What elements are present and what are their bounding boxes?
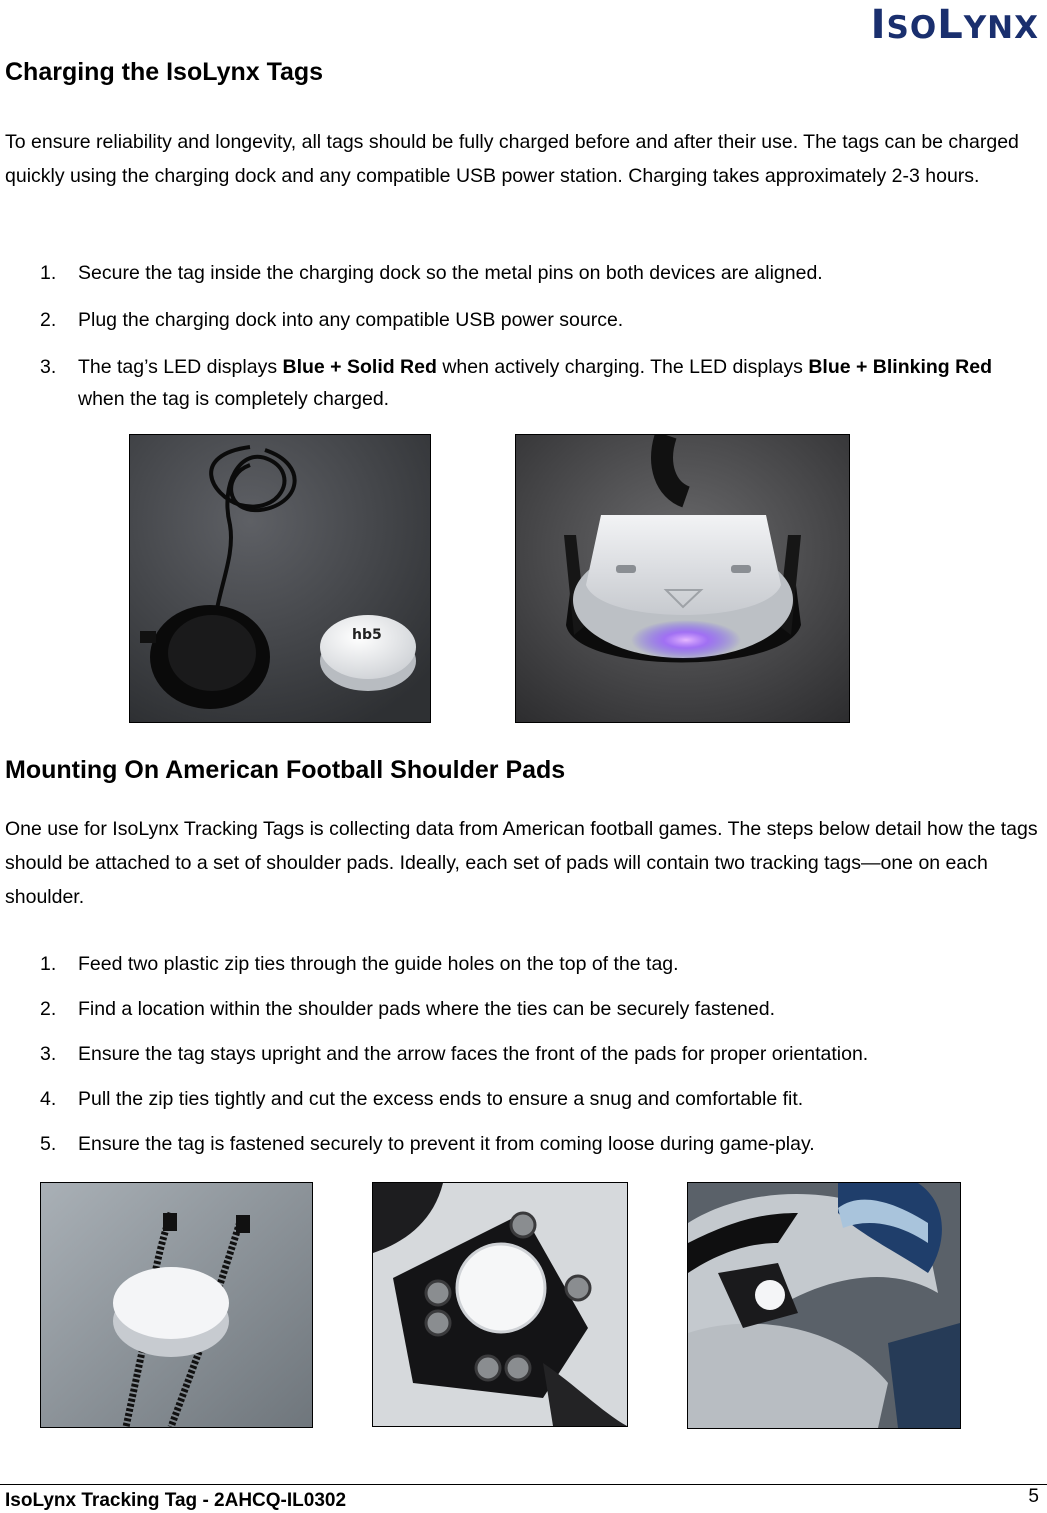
- photo-charging-dock-and-tag: [129, 434, 431, 723]
- list-item: 4. Pull the zip ties tightly and cut the excess ends to ensure a snug and comfortable fit.: [40, 1088, 804, 1110]
- photo-zip-ties-graphic: [41, 1183, 312, 1427]
- photo-mounted-pad-graphic: [373, 1183, 627, 1426]
- section-title-charging: Charging the IsoLynx Tags: [5, 58, 324, 86]
- list-item: 5. Ensure the tag is fastened securely to prevent it from coming loose during game-play.: [40, 1133, 815, 1155]
- isolynx-logo: ISOLYNX: [870, 2, 1039, 48]
- photo-shoulder-pads-with-tag: [687, 1182, 961, 1429]
- photo-tag-with-zip-ties: [40, 1182, 313, 1428]
- photo-shoulder-pads-graphic: [688, 1183, 960, 1428]
- list-item: 1. Feed two plastic zip ties through the guide holes on the top of the tag.: [40, 953, 679, 975]
- photo-dock-tag-graphic: [130, 435, 430, 722]
- list-item: 1. Secure the tag inside the charging dock so the metal pins on both devices are aligned.: [40, 262, 823, 284]
- footer-document-title: IsoLynx Tracking Tag - 2AHCQ-IL0302: [5, 1490, 347, 1511]
- list-item: 3. The tag’s LED displays Blue + Solid Red when actively charging. The LED displays Blue + Blinking Red when the tag is completely charged.: [40, 356, 992, 410]
- list-item: 2. Find a location within the shoulder pads where the ties can be securely fastened.: [40, 998, 776, 1020]
- list-item: 3. Ensure the tag stays upright and the arrow faces the front of the pads for proper orientation.: [40, 1043, 869, 1065]
- charging-intro: To ensure reliability and longevity, all tags should be fully charged before and after their use. The tags can be charged quickly using the charging dock and any compatible USB power station. Charging takes approximately 2-3 hours.: [5, 131, 1019, 187]
- photo-charging-led-graphic: [516, 435, 849, 722]
- photo-tag-mounted-on-pad: [372, 1182, 628, 1427]
- photo-tag-charging-led: [515, 434, 850, 723]
- tag-handwritten-label: hb5: [352, 627, 382, 643]
- mounting-intro: One use for IsoLynx Tracking Tags is collecting data from American football games. The steps below detail how the tags should be attached to a set of shoulder pads. Ideally, each set of pads will contain two tracking tags—one on each shoulder.: [5, 818, 1038, 908]
- list-item: 2. Plug the charging dock into any compatible USB power source.: [40, 309, 624, 331]
- charging-steps: [40, 257, 1030, 415]
- page-number: 5: [1028, 1486, 1039, 1507]
- mounting-steps: [40, 948, 1030, 1160]
- footer-rule: [0, 1484, 1047, 1485]
- section-title-mounting: Mounting On American Football Shoulder Pads: [5, 756, 566, 784]
